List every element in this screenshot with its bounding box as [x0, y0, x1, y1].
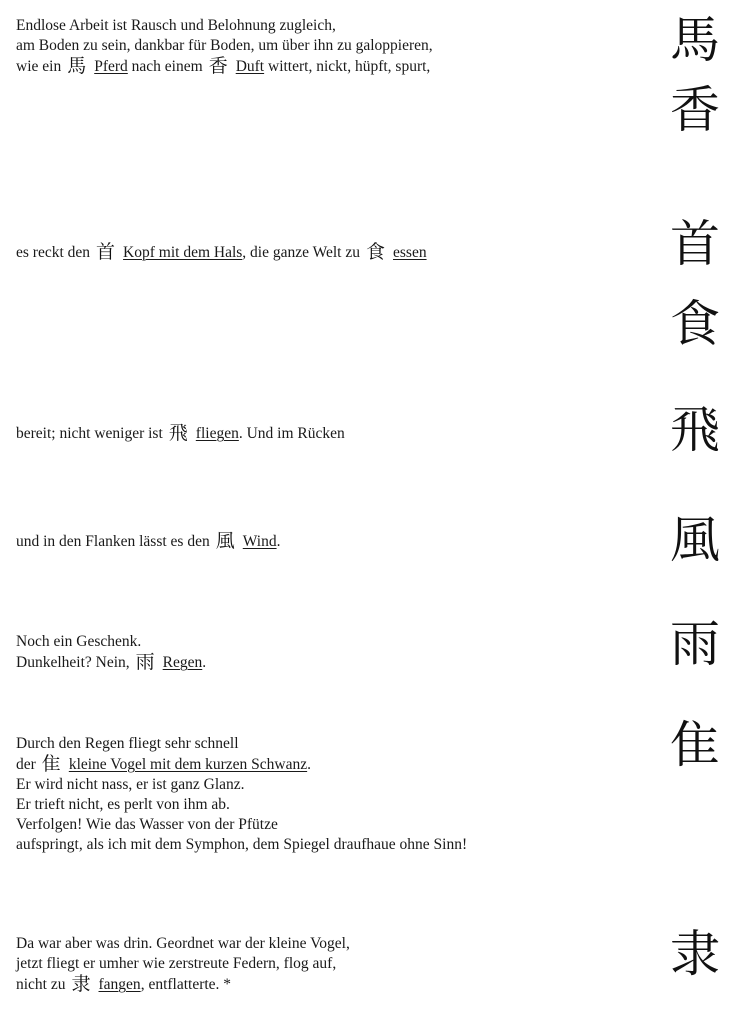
text-run: Er wird nicht nass, er ist ganz Glanz.	[16, 776, 245, 793]
inline-character: 食	[365, 241, 385, 263]
poem-line	[16, 632, 616, 652]
poem-line	[16, 531, 616, 552]
margin-character: 香	[670, 81, 720, 139]
poem-line	[16, 423, 616, 444]
margin-character: 隹	[670, 716, 720, 774]
text-run: wittert, nickt, hüpft, spurt,	[264, 58, 431, 75]
stanza-3	[16, 423, 616, 444]
margin-character: 食	[670, 295, 720, 353]
poem-line	[16, 934, 616, 954]
stanza-6	[16, 734, 616, 855]
glossed-word: fangen	[98, 976, 141, 993]
margin-character: 飛	[670, 401, 720, 459]
text-run: Durch den Regen fliegt sehr schnell	[16, 735, 239, 752]
stanza-4	[16, 531, 616, 552]
glossed-word: essen	[393, 244, 427, 261]
margin-character: 馬	[670, 11, 720, 69]
glossed-word: Regen	[162, 654, 203, 671]
glossed-word: Duft	[235, 58, 265, 75]
poem-line	[16, 56, 616, 77]
text-run: nicht zu	[16, 976, 66, 993]
poem-line	[16, 36, 616, 56]
inline-character: 首	[96, 241, 116, 263]
inline-character: 隹	[41, 753, 61, 775]
glossed-word: fliegen	[195, 425, 239, 442]
text-run: .	[307, 756, 312, 773]
glossed-word: kleine Vogel mit dem kurzen Schwanz	[68, 756, 308, 773]
text-run: der	[16, 756, 36, 773]
text-run: und in den Flanken lässt es den	[16, 533, 210, 550]
text-run: wie ein	[16, 58, 62, 75]
poem-line	[16, 754, 616, 775]
poem-line	[16, 16, 616, 36]
text-run: Dunkelheit? Nein,	[16, 654, 130, 671]
text-run: Er trieft nicht, es perlt von ihm ab.	[16, 796, 230, 813]
inline-character: 馬	[67, 55, 87, 77]
poem-line	[16, 795, 616, 815]
margin-character: 首	[670, 215, 720, 273]
text-run: jetzt fliegt er umher wie zerstreute Federn, flog auf,	[16, 955, 337, 972]
poem-line	[16, 954, 616, 974]
stanza-5	[16, 632, 616, 673]
text-run: bereit; nicht weniger ist	[16, 425, 163, 442]
poem-line	[16, 835, 616, 855]
poem-line	[16, 734, 616, 754]
text-run: Noch ein Geschenk.	[16, 633, 142, 650]
text-run: . Und im Rücken	[238, 425, 345, 442]
inline-character: 飛	[168, 422, 188, 444]
margin-character: 隶	[670, 925, 720, 983]
poem-line	[16, 652, 616, 673]
text-run: Verfolgen! Wie das Wasser von der Pfütze	[16, 816, 278, 833]
stanza-2	[16, 242, 616, 263]
inline-character: 香	[208, 55, 228, 77]
text-run: .	[276, 533, 281, 550]
text-run: am Boden zu sein, dankbar für Boden, um über ihn zu galoppieren,	[16, 37, 433, 54]
poem-line	[16, 974, 616, 995]
poem-line	[16, 242, 616, 263]
text-run: Da war aber was drin. Geordnet war der kleine Vogel,	[16, 935, 350, 952]
glossed-word: Wind	[242, 533, 277, 550]
inline-character: 雨	[135, 651, 155, 673]
text-run: , die ganze Welt zu	[242, 244, 360, 261]
stanza-7	[16, 934, 616, 995]
text-run: es reckt den	[16, 244, 91, 261]
glossed-word: Pferd	[94, 58, 128, 75]
glossed-word: Kopf mit dem Hals	[123, 244, 243, 261]
margin-character: 風	[670, 511, 720, 569]
text-run: Endlose Arbeit ist Rausch und Belohnung zugleich,	[16, 17, 336, 34]
inline-character: 風	[215, 530, 235, 552]
margin-character: 雨	[670, 615, 720, 673]
text-run: aufspringt, als ich mit dem Symphon, dem Spiegel draufhaue ohne Sinn!	[16, 836, 468, 853]
text-run: nach einem	[127, 58, 203, 75]
poem-line	[16, 815, 616, 835]
poem-line	[16, 775, 616, 795]
stanza-1	[16, 16, 616, 77]
inline-character: 隶	[71, 973, 91, 995]
text-run: .	[202, 654, 207, 671]
text-run: , entflatterte. *	[140, 976, 232, 993]
